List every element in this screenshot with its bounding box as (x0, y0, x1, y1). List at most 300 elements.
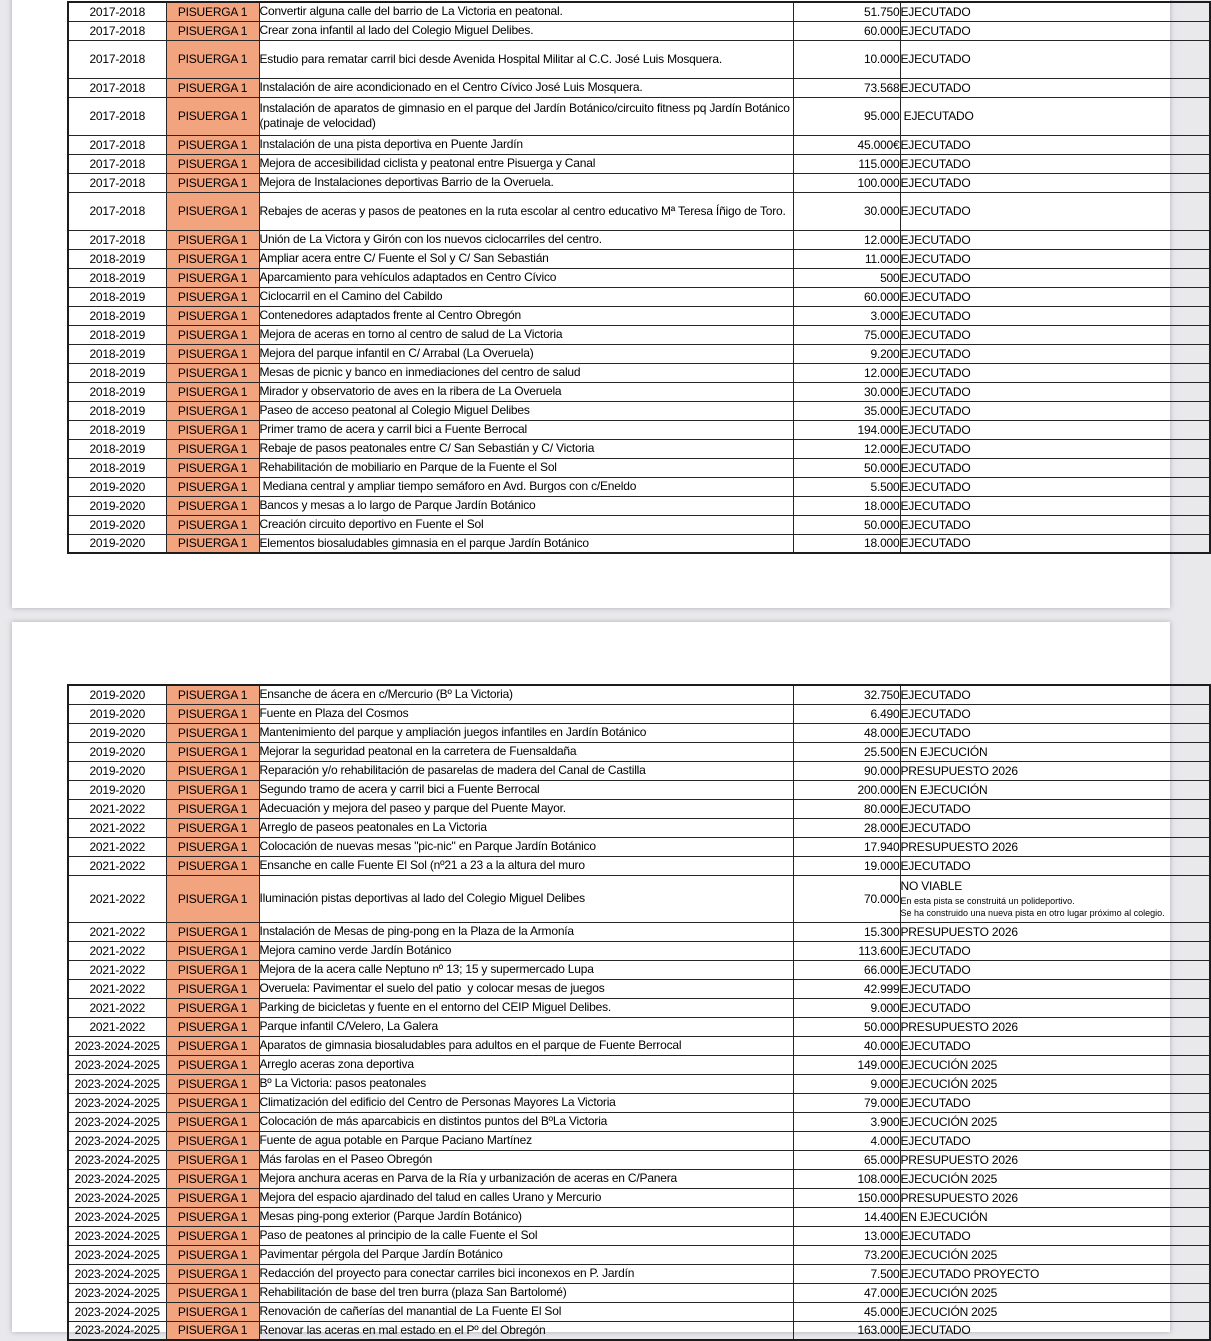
cell-amount: 32.750 (793, 685, 900, 704)
cell-desc: Contenedores adaptados frente al Centro Obregón (259, 306, 793, 325)
cell-status: EJECUCIÓN 2025 (900, 1245, 1210, 1264)
cell-amount: 12.000 (793, 230, 900, 249)
cell-status: EJECUTADO (900, 173, 1210, 192)
cell-amount: 73.200 (793, 1245, 900, 1264)
table-row (68, 780, 1210, 799)
cell-amount: 47.000 (793, 1283, 900, 1302)
projects-table-page-2 (67, 684, 1211, 1341)
cell-district: PISUERGA 1 (166, 704, 259, 723)
cell-year: 2017-2018 (68, 97, 166, 135)
cell-desc: Mirador y observatorio de aves en la ribera de La Overuela (259, 382, 793, 401)
cell-amount: 79.000 (793, 1093, 900, 1112)
cell-desc: Adecuación y mejora del paseo y parque del Puente Mayor. (259, 799, 793, 818)
cell-desc: Mejora anchura aceras en Parva de la Ría y urbanización de aceras en C/Panera (259, 1169, 793, 1188)
cell-desc: Bancos y mesas a lo largo de Parque Jardín Botánico (259, 496, 793, 515)
cell-district: PISUERGA 1 (166, 998, 259, 1017)
cell-amount: 100.000 (793, 173, 900, 192)
cell-status: EJECUTADO (900, 97, 1210, 135)
cell-desc: Rehabilitación de mobiliario en Parque de la Fuente el Sol (259, 458, 793, 477)
cell-district: PISUERGA 1 (166, 439, 259, 458)
cell-status: EJECUTADO (900, 420, 1210, 439)
cell-amount: 113.600 (793, 941, 900, 960)
cell-district: PISUERGA 1 (166, 306, 259, 325)
cell-year: 2017-2018 (68, 192, 166, 230)
cell-amount: 9.000 (793, 1074, 900, 1093)
cell-status: EJECUTADO (900, 325, 1210, 344)
table-row (68, 1055, 1210, 1074)
cell-desc: Rehabilitación de base del tren burra (plaza San Bartolomé) (259, 1283, 793, 1302)
cell-desc: Fuente en Plaza del Cosmos (259, 704, 793, 723)
cell-desc: Arreglo de paseos peatonales en La Victoria (259, 818, 793, 837)
cell-year: 2021-2022 (68, 979, 166, 998)
cell-desc: Aparcamiento para vehículos adaptados en Centro Cívico (259, 268, 793, 287)
cell-desc: Rebajes de aceras y pasos de peatones en la ruta escolar al centro educativo Mª Teresa Íñigo de Toro. (259, 192, 793, 230)
cell-amount: 500 (793, 268, 900, 287)
cell-status: PRESUPUESTO 2026 (900, 1017, 1210, 1036)
table-row (68, 420, 1210, 439)
cell-district: PISUERGA 1 (166, 458, 259, 477)
cell-desc: Reparación y/o rehabilitación de pasarelas de madera del Canal de Castilla (259, 761, 793, 780)
table-row (68, 458, 1210, 477)
cell-amount: 70.000 (793, 875, 900, 922)
cell-year: 2021-2022 (68, 818, 166, 837)
table-row (68, 382, 1210, 401)
cell-amount: 51.750 (793, 2, 900, 21)
cell-desc: Mejora camino verde Jardín Botánico (259, 941, 793, 960)
cell-year: 2018-2019 (68, 249, 166, 268)
cell-status: EJECUTADO (900, 515, 1210, 534)
cell-year: 2019-2020 (68, 515, 166, 534)
cell-status: EJECUCIÓN 2025 (900, 1302, 1210, 1321)
cell-desc: Más farolas en el Paseo Obregón (259, 1150, 793, 1169)
cell-amount: 18.000 (793, 496, 900, 515)
cell-amount: 48.000 (793, 723, 900, 742)
cell-amount: 5.500 (793, 477, 900, 496)
cell-year: 2021-2022 (68, 837, 166, 856)
cell-district: PISUERGA 1 (166, 420, 259, 439)
cell-year: 2023-2024-2025 (68, 1188, 166, 1207)
cell-year: 2017-2018 (68, 21, 166, 40)
cell-year: 2023-2024-2025 (68, 1226, 166, 1245)
cell-year: 2023-2024-2025 (68, 1131, 166, 1150)
cell-amount: 12.000 (793, 363, 900, 382)
cell-status: EJECUTADO (900, 534, 1210, 553)
cell-amount: 194.000 (793, 420, 900, 439)
cell-status: EJECUTADO (900, 979, 1210, 998)
cell-district: PISUERGA 1 (166, 40, 259, 78)
cell-status: EJECUTADO (900, 192, 1210, 230)
cell-status: PRESUPUESTO 2026 (900, 761, 1210, 780)
table-row (68, 97, 1210, 135)
table-row (68, 306, 1210, 325)
cell-year: 2018-2019 (68, 306, 166, 325)
cell-year: 2018-2019 (68, 325, 166, 344)
cell-year: 2023-2024-2025 (68, 1093, 166, 1112)
status-main: NO VIABLE (900, 879, 963, 893)
cell-district: PISUERGA 1 (166, 723, 259, 742)
cell-year: 2019-2020 (68, 534, 166, 553)
cell-status: EN EJECUCIÓN (900, 1207, 1210, 1226)
cell-district: PISUERGA 1 (166, 325, 259, 344)
cell-desc: Paso de peatones al principio de la calle Fuente el Sol (259, 1226, 793, 1245)
cell-desc: Colocación de nuevas mesas "pic-nic" en Parque Jardín Botánico (259, 837, 793, 856)
table-row (68, 40, 1210, 78)
cell-desc: Mejorar la seguridad peatonal en la carretera de Fuensaldaña (259, 742, 793, 761)
cell-desc: Ampliar acera entre C/ Fuente el Sol y C/ San Sebastián (259, 249, 793, 268)
cell-desc: Instalación de aparatos de gimnasio en el parque del Jardín Botánico/circuito fitness pq Jardín Botánico (patinaje de velocidad) (259, 97, 793, 135)
cell-district: PISUERGA 1 (166, 799, 259, 818)
cell-desc: Bº La Victoria: pasos peatonales (259, 1074, 793, 1093)
cell-district: PISUERGA 1 (166, 960, 259, 979)
cell-district: PISUERGA 1 (166, 1302, 259, 1321)
cell-district: PISUERGA 1 (166, 173, 259, 192)
cell-district: PISUERGA 1 (166, 1188, 259, 1207)
cell-amount: 60.000 (793, 21, 900, 40)
cell-year: 2017-2018 (68, 230, 166, 249)
cell-desc: Mejora de la acera calle Neptuno nº 13; 15 y supermercado Lupa (259, 960, 793, 979)
cell-desc: Instalación de Mesas de ping-pong en la Plaza de la Armonía (259, 922, 793, 941)
cell-district: PISUERGA 1 (166, 382, 259, 401)
cell-district: PISUERGA 1 (166, 1283, 259, 1302)
cell-year: 2019-2020 (68, 477, 166, 496)
cell-district: PISUERGA 1 (166, 856, 259, 875)
cell-amount: 6.490 (793, 704, 900, 723)
cell-amount: 95.000 (793, 97, 900, 135)
cell-year: 2017-2018 (68, 154, 166, 173)
cell-year: 2018-2019 (68, 344, 166, 363)
cell-district: PISUERGA 1 (166, 875, 259, 922)
cell-amount: 4.000 (793, 1131, 900, 1150)
cell-district: PISUERGA 1 (166, 1112, 259, 1131)
cell-desc: Segundo tramo de acera y carril bici a Fuente Berrocal (259, 780, 793, 799)
cell-amount: 149.000 (793, 1055, 900, 1074)
cell-desc: Convertir alguna calle del barrio de La Victoria en peatonal. (259, 2, 793, 21)
cell-status: EJECUTADO (900, 2, 1210, 21)
cell-district: PISUERGA 1 (166, 818, 259, 837)
cell-year: 2023-2024-2025 (68, 1245, 166, 1264)
cell-status: EJECUTADO (900, 1226, 1210, 1245)
table-row (68, 1036, 1210, 1055)
cell-amount: 30.000 (793, 382, 900, 401)
table-row (68, 685, 1210, 704)
cell-status: EJECUTADO (900, 458, 1210, 477)
table-row (68, 344, 1210, 363)
table-row (68, 249, 1210, 268)
cell-amount: 50.000 (793, 515, 900, 534)
cell-year: 2023-2024-2025 (68, 1207, 166, 1226)
cell-desc: Ensanche de ácera en c/Mercurio (Bº La Victoria) (259, 685, 793, 704)
cell-status: EJECUTADO (900, 230, 1210, 249)
cell-status (900, 875, 1210, 922)
cell-amount: 18.000 (793, 534, 900, 553)
cell-amount: 150.000 (793, 1188, 900, 1207)
cell-district: PISUERGA 1 (166, 496, 259, 515)
cell-year: 2017-2018 (68, 40, 166, 78)
cell-amount: 40.000 (793, 1036, 900, 1055)
cell-district: PISUERGA 1 (166, 230, 259, 249)
cell-year: 2017-2018 (68, 2, 166, 21)
cell-district: PISUERGA 1 (166, 1036, 259, 1055)
cell-district: PISUERGA 1 (166, 2, 259, 21)
cell-district: PISUERGA 1 (166, 1207, 259, 1226)
cell-status: EJECUTADO (900, 477, 1210, 496)
table-row (68, 192, 1210, 230)
cell-amount: 14.400 (793, 1207, 900, 1226)
table-row (68, 922, 1210, 941)
cell-status: EJECUTADO (900, 723, 1210, 742)
cell-district: PISUERGA 1 (166, 1055, 259, 1074)
cell-status: EJECUTADO (900, 135, 1210, 154)
cell-desc: Mantenimiento del parque y ampliación juegos infantiles en Jardín Botánico (259, 723, 793, 742)
cell-year: 2018-2019 (68, 458, 166, 477)
cell-status: EJECUTADO (900, 704, 1210, 723)
sheet-page-2 (12, 622, 1170, 1338)
table-row (68, 799, 1210, 818)
cell-desc: Mejora de accesibilidad ciclista y peatonal entre Pisuerga y Canal (259, 154, 793, 173)
table-row (68, 1017, 1210, 1036)
cell-amount: 65.000 (793, 1150, 900, 1169)
table-row (68, 496, 1210, 515)
cell-year: 2021-2022 (68, 856, 166, 875)
cell-amount: 9.200 (793, 344, 900, 363)
cell-desc: Elementos biosaludables gimnasia en el parque Jardín Botánico (259, 534, 793, 553)
table-body-2 (68, 685, 1210, 1340)
cell-status: EJECUTADO PROYECTO (900, 1264, 1210, 1283)
cell-year: 2021-2022 (68, 799, 166, 818)
cell-status: EJECUCIÓN 2025 (900, 1283, 1210, 1302)
table-row (68, 723, 1210, 742)
cell-year: 2021-2022 (68, 960, 166, 979)
cell-district: PISUERGA 1 (166, 287, 259, 306)
cell-district: PISUERGA 1 (166, 742, 259, 761)
table-row (68, 363, 1210, 382)
cell-desc: Rebaje de pasos peatonales entre C/ San Sebastián y C/ Victoria (259, 439, 793, 458)
table-row (68, 704, 1210, 723)
cell-desc: Renovar las aceras en mal estado en el Pº del Obregón (259, 1321, 793, 1340)
table-row (68, 742, 1210, 761)
cell-year: 2019-2020 (68, 723, 166, 742)
cell-district: PISUERGA 1 (166, 941, 259, 960)
cell-amount: 35.000 (793, 401, 900, 420)
cell-amount: 163.000 (793, 1321, 900, 1340)
cell-status: EJECUTADO (900, 496, 1210, 515)
table-row (68, 1131, 1210, 1150)
cell-amount: 19.000 (793, 856, 900, 875)
table-row (68, 1245, 1210, 1264)
table-row (68, 979, 1210, 998)
table-row (68, 21, 1210, 40)
cell-district: PISUERGA 1 (166, 1093, 259, 1112)
table-row (68, 534, 1210, 553)
cell-desc: Creación circuito deportivo en Fuente el Sol (259, 515, 793, 534)
cell-status: EJECUTADO (900, 941, 1210, 960)
cell-desc: Mejora del espacio ajardinado del talud en calles Urano y Mercurio (259, 1188, 793, 1207)
sheet-page-1 (12, 0, 1170, 608)
table-row (68, 837, 1210, 856)
cell-amount: 45.000 (793, 1302, 900, 1321)
cell-status: EN EJECUCIÓN (900, 780, 1210, 799)
cell-year: 2019-2020 (68, 685, 166, 704)
cell-amount: 50.000 (793, 1017, 900, 1036)
table-row (68, 1321, 1210, 1340)
cell-district: PISUERGA 1 (166, 1321, 259, 1340)
cell-amount: 15.300 (793, 922, 900, 941)
cell-year: 2019-2020 (68, 496, 166, 515)
table-row (68, 439, 1210, 458)
cell-desc: Mejora de Instalaciones deportivas Barrio de la Overuela. (259, 173, 793, 192)
cell-district: PISUERGA 1 (166, 154, 259, 173)
cell-amount: 3.000 (793, 306, 900, 325)
cell-year: 2018-2019 (68, 287, 166, 306)
table-row (68, 941, 1210, 960)
cell-district: PISUERGA 1 (166, 78, 259, 97)
cell-district: PISUERGA 1 (166, 477, 259, 496)
cell-status: EJECUTADO (900, 1036, 1210, 1055)
cell-desc: Mejora del parque infantil en C/ Arrabal (La Overuela) (259, 344, 793, 363)
cell-status: EJECUTADO (900, 856, 1210, 875)
cell-amount: 11.000 (793, 249, 900, 268)
cell-amount: 7.500 (793, 1264, 900, 1283)
cell-district: PISUERGA 1 (166, 1169, 259, 1188)
table-row (68, 875, 1210, 922)
cell-desc: Instalación de aire acondicionado en el Centro Cívico José Luis Mosquera. (259, 78, 793, 97)
cell-status: EJECUCIÓN 2025 (900, 1169, 1210, 1188)
cell-district: PISUERGA 1 (166, 1245, 259, 1264)
cell-year: 2021-2022 (68, 998, 166, 1017)
cell-year: 2023-2024-2025 (68, 1302, 166, 1321)
cell-year: 2018-2019 (68, 382, 166, 401)
cell-status: EN EJECUCIÓN (900, 742, 1210, 761)
cell-amount: 30.000 (793, 192, 900, 230)
cell-amount: 200.000 (793, 780, 900, 799)
cell-desc: Aparatos de gimnasia biosaludables para adultos en el parque de Fuente Berrocal (259, 1036, 793, 1055)
table-row (68, 1283, 1210, 1302)
cell-district: PISUERGA 1 (166, 685, 259, 704)
cell-status: EJECUTADO (900, 998, 1210, 1017)
table-body-1 (68, 2, 1210, 553)
cell-district: PISUERGA 1 (166, 192, 259, 230)
cell-amount: 28.000 (793, 818, 900, 837)
cell-desc: Primer tramo de acera y carril bici a Fuente Berrocal (259, 420, 793, 439)
cell-desc: Ensanche en calle Fuente El Sol (nº21 a 23 a la altura del muro (259, 856, 793, 875)
cell-district: PISUERGA 1 (166, 401, 259, 420)
cell-amount: 73.568 (793, 78, 900, 97)
cell-desc: Redacción del proyecto para conectar carriles bici inconexos en P. Jardín (259, 1264, 793, 1283)
cell-amount: 13.000 (793, 1226, 900, 1245)
cell-amount: 42.999 (793, 979, 900, 998)
table-row (68, 268, 1210, 287)
cell-year: 2023-2024-2025 (68, 1169, 166, 1188)
cell-status: EJECUTADO (900, 306, 1210, 325)
cell-year: 2018-2019 (68, 439, 166, 458)
cell-status: EJECUCIÓN 2025 (900, 1055, 1210, 1074)
cell-year: 2018-2019 (68, 401, 166, 420)
cell-year: 2021-2022 (68, 875, 166, 922)
cell-desc: Crear zona infantil al lado del Colegio Miguel Delibes. (259, 21, 793, 40)
cell-status: EJECUTADO (900, 249, 1210, 268)
table-row (68, 818, 1210, 837)
table-row (68, 998, 1210, 1017)
cell-desc: Pavimentar pérgola del Parque Jardín Botánico (259, 1245, 793, 1264)
cell-year: 2019-2020 (68, 704, 166, 723)
cell-desc: Fuente de agua potable en Parque Paciano Martínez (259, 1131, 793, 1150)
cell-amount: 12.000 (793, 439, 900, 458)
cell-amount: 9.000 (793, 998, 900, 1017)
cell-year: 2017-2018 (68, 173, 166, 192)
cell-desc: Colocación de más aparcabicis en distintos puntos del BºLa Victoria (259, 1112, 793, 1131)
cell-year: 2023-2024-2025 (68, 1112, 166, 1131)
cell-status: EJECUTADO (900, 1093, 1210, 1112)
cell-year: 2019-2020 (68, 742, 166, 761)
table-row (68, 287, 1210, 306)
cell-amount: 80.000 (793, 799, 900, 818)
cell-desc: Instalación de una pista deportiva en Puente Jardín (259, 135, 793, 154)
cell-status: EJECUTADO (900, 21, 1210, 40)
cell-district: PISUERGA 1 (166, 1131, 259, 1150)
cell-desc: Mesas ping-pong exterior (Parque Jardín Botánico) (259, 1207, 793, 1226)
table-row (68, 1302, 1210, 1321)
cell-status: EJECUTADO (900, 344, 1210, 363)
cell-desc: Mediana central y ampliar tiempo semáforo en Avd. Burgos con c/Eneldo (259, 477, 793, 496)
cell-year: 2023-2024-2025 (68, 1264, 166, 1283)
table-row (68, 325, 1210, 344)
cell-status: EJECUCIÓN 2025 (900, 1074, 1210, 1093)
cell-district: PISUERGA 1 (166, 268, 259, 287)
cell-district: PISUERGA 1 (166, 515, 259, 534)
cell-desc: Parking de bicicletas y fuente en el entorno del CEIP Miguel Delibes. (259, 998, 793, 1017)
cell-desc: Ciclocarril en el Camino del Cabildo (259, 287, 793, 306)
table-row (68, 960, 1210, 979)
cell-year: 2021-2022 (68, 922, 166, 941)
cell-status: EJECUTADO (900, 439, 1210, 458)
cell-status: EJECUTADO (900, 1321, 1210, 1340)
cell-district: PISUERGA 1 (166, 1017, 259, 1036)
cell-desc: Mejora de aceras en torno al centro de salud de La Victoria (259, 325, 793, 344)
cell-year: 2023-2024-2025 (68, 1036, 166, 1055)
cell-desc: Iluminación pistas deportivas al lado del Colegio Miguel Delibes (259, 875, 793, 922)
table-row (68, 401, 1210, 420)
cell-year: 2018-2019 (68, 268, 166, 287)
cell-year: 2023-2024-2025 (68, 1055, 166, 1074)
cell-year: 2018-2019 (68, 420, 166, 439)
cell-year: 2023-2024-2025 (68, 1150, 166, 1169)
table-row (68, 1112, 1210, 1131)
cell-district: PISUERGA 1 (166, 21, 259, 40)
cell-amount: 75.000 (793, 325, 900, 344)
cell-status: PRESUPUESTO 2026 (900, 922, 1210, 941)
projects-table-page-1 (67, 1, 1211, 554)
cell-amount: 90.000 (793, 761, 900, 780)
cell-desc: Paseo de acceso peatonal al Colegio Miguel Delibes (259, 401, 793, 420)
cell-status: EJECUCIÓN 2025 (900, 1112, 1210, 1131)
table-row (68, 761, 1210, 780)
cell-desc: Estudio para rematar carril bici desde Avenida Hospital Militar al C.C. José Luis Mosquera. (259, 40, 793, 78)
table-row (68, 1150, 1210, 1169)
cell-status: EJECUTADO (900, 363, 1210, 382)
cell-desc: Mesas de picnic y banco en inmediaciones del centro de salud (259, 363, 793, 382)
cell-year: 2018-2019 (68, 363, 166, 382)
cell-amount: 45.000€ (793, 135, 900, 154)
cell-amount: 3.900 (793, 1112, 900, 1131)
cell-amount: 17.940 (793, 837, 900, 856)
cell-status: EJECUTADO (900, 287, 1210, 306)
cell-status: EJECUTADO (900, 818, 1210, 837)
table-row (68, 1093, 1210, 1112)
table-row (68, 78, 1210, 97)
cell-district: PISUERGA 1 (166, 344, 259, 363)
cell-status: PRESUPUESTO 2026 (900, 1150, 1210, 1169)
cell-year: 2017-2018 (68, 135, 166, 154)
